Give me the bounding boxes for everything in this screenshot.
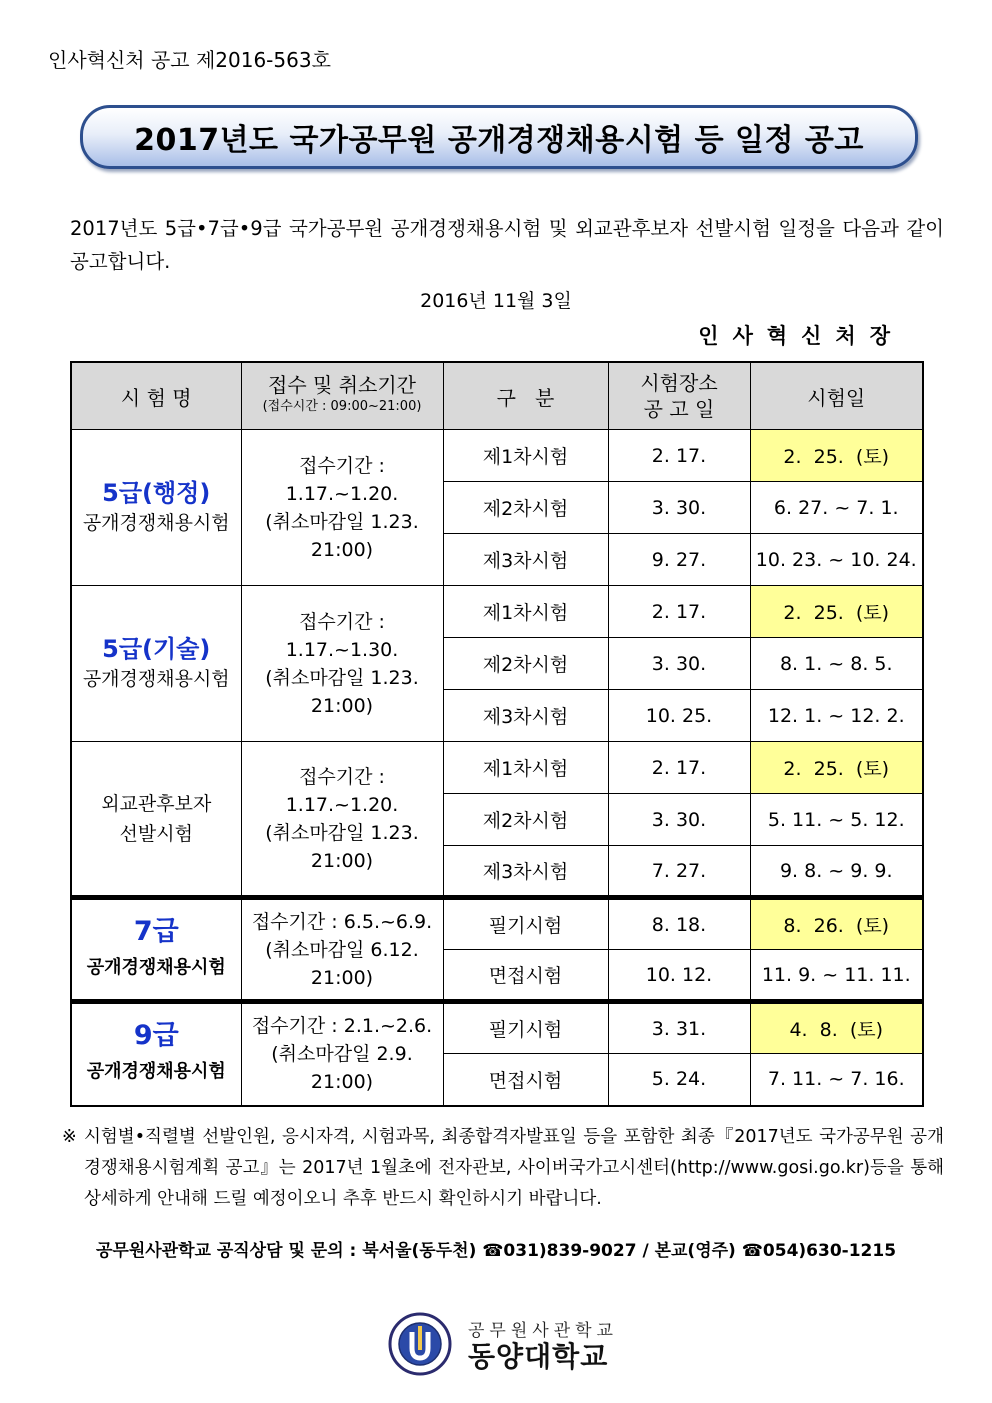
logo-text [468, 1316, 618, 1373]
header-stage: 구 분 [443, 362, 608, 430]
stage-cell: 필기시험 [443, 1002, 608, 1054]
stage-cell: 제1차시험 [443, 742, 608, 794]
stage-cell: 제3차시험 [443, 534, 608, 586]
header-venue-line2: 공 고 일 [643, 397, 715, 421]
venue-date-cell: 3. 30. [608, 794, 750, 846]
exam-date-cell: 12. 1. ~ 12. 2. [750, 690, 923, 742]
exam-date-cell: 6. 27. ~ 7. 1. [750, 482, 923, 534]
header-exam-name: 시 험 명 [71, 362, 241, 430]
apply-period: 접수기간 : 1.17.~1.20. [285, 765, 399, 816]
grade-subtitle: 공개경쟁채용시험 [86, 956, 226, 978]
header-venue-line1: 시험장소 [640, 371, 718, 395]
exam-date-cell: 8. 1. ~ 8. 5. [750, 638, 923, 690]
exam-name-cell [71, 430, 241, 586]
university-emblem-icon [388, 1312, 452, 1376]
apply-period: 접수기간 : 6.5.~6.9. [251, 910, 433, 933]
exam-date-cell-highlight: 2. 25. (토) [750, 430, 923, 482]
stage-cell: 제3차시험 [443, 846, 608, 898]
stage-cell: 필기시험 [443, 898, 608, 950]
apply-period: 접수기간 : 2.1.~2.6. [251, 1015, 433, 1038]
venue-date-cell: 9. 27. [608, 534, 750, 586]
table-row [71, 430, 923, 482]
announcement-date: 2016년 11월 3일 [420, 290, 572, 312]
venue-date-cell: 2. 17. [608, 586, 750, 638]
university-logo [388, 1312, 618, 1376]
grade-label: 5급(기술) [102, 634, 211, 663]
footnote-text: 시험별•직렬별 선발인원, 응시자격, 시험과목, 최종합격자발표일 등을 포함한 최종『2017년도 국가공무원 공개경쟁채용시험계획 공고』는 2017년 1월초에 전자관보, 사이버국가고시센터(http://www.gosi.go.kr)등을 통해 상세하게 안내해 드릴 예정이오니 추후 반드시 확인하시기 바랍니다. [84, 1127, 944, 1209]
cancel-deadline: (취소마감일 1.23. 21:00) [265, 666, 419, 717]
apply-period: 접수기간 : 1.17.~1.20. [285, 454, 399, 505]
cancel-deadline: (취소마감일 2.9. 21:00) [271, 1043, 413, 1094]
cancel-deadline: (취소마감일 1.23. 21:00) [265, 821, 419, 872]
apply-period-cell [241, 898, 443, 1002]
logo-name: 동양대학교 [468, 1339, 609, 1373]
grade-subtitle: 공개경쟁채용시험 [82, 667, 230, 690]
apply-period: 접수기간 : 1.17.~1.30. [285, 610, 399, 661]
header-apply-label: 접수 및 취소기간 [268, 373, 416, 397]
stage-cell: 면접시험 [443, 950, 608, 1002]
venue-date-cell: 10. 12. [608, 950, 750, 1002]
exam-name-cell [71, 1002, 241, 1106]
intro-paragraph: 2017년도 5급•7급•9급 국가공무원 공개경쟁채용시험 및 외교관후보자 선발시험 일정을 다음과 같이 공고합니다. [70, 217, 944, 273]
stage-cell: 제2차시험 [443, 482, 608, 534]
footnote [62, 1122, 944, 1215]
apply-period-cell [241, 742, 443, 898]
stage-cell: 면접시험 [443, 1054, 608, 1106]
venue-date-cell: 3. 30. [608, 638, 750, 690]
exam-date-cell-highlight: 4. 8. (토) [750, 1002, 923, 1054]
exam-date-cell: 5. 11. ~ 5. 12. [750, 794, 923, 846]
venue-date-cell: 5. 24. [608, 1054, 750, 1106]
cancel-deadline: (취소마감일 6.12. 21:00) [265, 938, 419, 989]
exam-date-cell-highlight: 2. 25. (토) [750, 586, 923, 638]
apply-period-cell [241, 1002, 443, 1106]
header-exam-date: 시험일 [750, 362, 923, 430]
table-row [71, 742, 923, 794]
venue-date-cell: 2. 17. [608, 742, 750, 794]
header-venue-date [608, 362, 750, 430]
contact-line: 공무원사관학교 공직상담 및 문의 : 북서울(동두천) ☎031)839-9027 / 본교(영주) ☎054)630-1215 [95, 1241, 897, 1261]
apply-period-cell [241, 430, 443, 586]
venue-date-cell: 3. 30. [608, 482, 750, 534]
table-header-row [71, 362, 923, 430]
header-apply-period [241, 362, 443, 430]
stage-cell: 제1차시험 [443, 430, 608, 482]
venue-date-cell: 7. 27. [608, 846, 750, 898]
exam-name-cell [71, 586, 241, 742]
grade-subtitle: 공개경쟁채용시험 [82, 511, 230, 534]
header-apply-note: (접수시간 : 09:00~21:00) [262, 399, 422, 414]
grade-label: 9급 [133, 1020, 179, 1052]
exam-date-cell-highlight: 8. 26. (토) [750, 898, 923, 950]
grade-label: 5급(행정) [102, 478, 211, 507]
signature: 인사혁신처장 [698, 324, 904, 348]
grade-label: 7급 [133, 915, 179, 947]
exam-name-cell [71, 898, 241, 1002]
exam-name-cell [71, 742, 241, 898]
stage-cell: 제2차시험 [443, 638, 608, 690]
stage-cell: 제1차시험 [443, 586, 608, 638]
reference-mark: ※ [62, 1127, 77, 1147]
exam-date-cell: 9. 8. ~ 9. 9. [750, 846, 923, 898]
stage-cell: 제2차시험 [443, 794, 608, 846]
exam-name-line1: 외교관후보자 [101, 792, 212, 815]
page-title-banner [80, 105, 918, 169]
venue-date-cell: 2. 17. [608, 430, 750, 482]
venue-date-cell: 8. 18. [608, 898, 750, 950]
schedule-table [70, 361, 924, 1107]
grade-subtitle: 공개경쟁채용시험 [86, 1061, 226, 1083]
apply-period-cell [241, 586, 443, 742]
exam-date-cell-highlight: 2. 25. (토) [750, 742, 923, 794]
stage-cell: 제3차시험 [443, 690, 608, 742]
logo-tagline: 공무원사관학교 [468, 1320, 618, 1341]
table-row [71, 1002, 923, 1054]
exam-date-cell: 11. 9. ~ 11. 11. [750, 950, 923, 1002]
exam-date-cell: 10. 23. ~ 10. 24. [750, 534, 923, 586]
venue-date-cell: 10. 25. [608, 690, 750, 742]
table-row [71, 898, 923, 950]
exam-date-cell: 7. 11. ~ 7. 16. [750, 1054, 923, 1106]
announcement-number: 인사혁신처 공고 제2016-563호 [48, 48, 331, 72]
cancel-deadline: (취소마감일 1.23. 21:00) [265, 510, 419, 561]
venue-date-cell: 3. 31. [608, 1002, 750, 1054]
page-title: 2017년도 국가공무원 공개경쟁채용시험 등 일정 공고 [134, 123, 864, 158]
table-row [71, 586, 923, 638]
exam-name-line2: 선발시험 [119, 822, 193, 845]
